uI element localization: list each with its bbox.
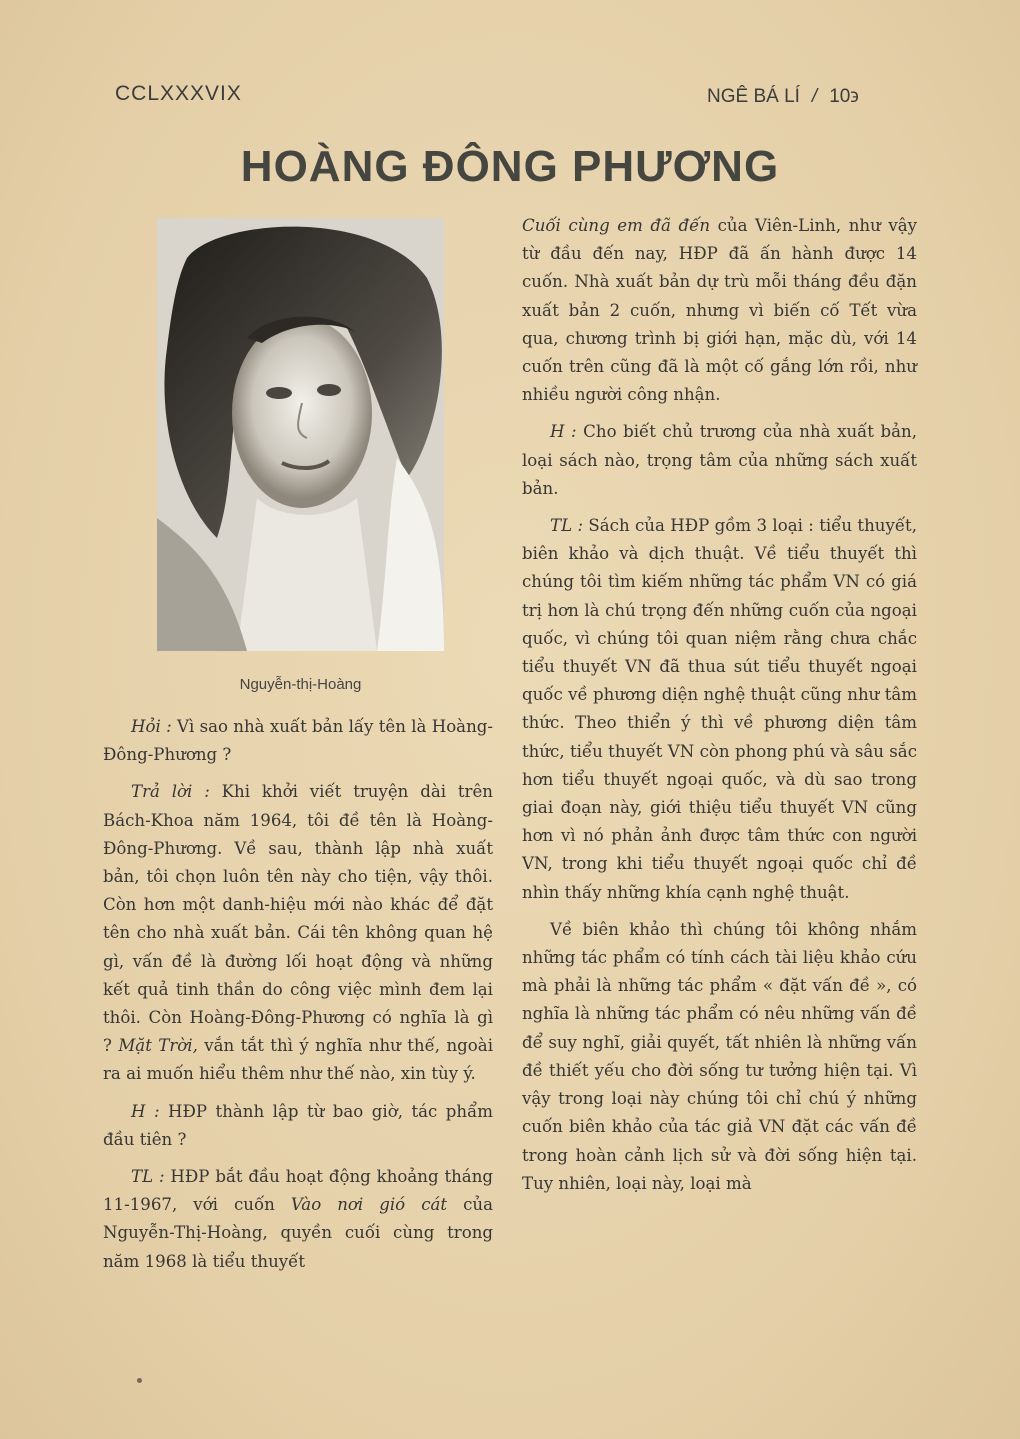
answer-text-end: của Nguyễn-Thị-Hoàng, quyền cuối cùng trong năm 1968 là tiểu thuyết: [103, 1195, 493, 1271]
paper-speck: [137, 1378, 142, 1383]
page-number: 10϶: [829, 86, 859, 107]
photo-caption: Nguyễn-thị-Hoàng: [239, 676, 362, 693]
book-title: Cuối cùng em đã đến: [522, 216, 711, 235]
answer-label: TL :: [131, 1167, 165, 1187]
answer-text: Sách của HĐP gồm 3 loại : tiểu thuyết, biên khảo và dịch thuật. Về tiểu thuyết thì chúng tôi tìm kiếm những tác phẩm VN có giá trị hơn là chú trọng đến những cuốn của ngoại quốc, vì chúng tôi quan niệm rằng chưa chắc tiểu thuyết VN đã thua sút tiểu thuyết ngoại quốc về phương diện nghệ thuật cũng như tâm thức. Theo thiển ý thì về phương diện tâm thức, tiểu thuyết VN còn phong phú và sâu sắc hơn tiểu thuyết ngoại quốc, và dù sao trong giai đoạn này, giới thiệu tiểu thuyết VN cũng hơn vì nó phản ảnh được tâm thức con người VN, trong khi tiểu thuyết ngoại quốc chỉ đề nhìn thấy những khía cạnh nghệ thuật.: [522, 516, 918, 902]
header-section-label: NGÊ BÁ LÍ: [707, 86, 800, 107]
page-header-right: [707, 86, 859, 108]
page-header-code: CCLXXXVIX: [115, 82, 242, 105]
question-label: H :: [131, 1101, 160, 1121]
answer-italic: Mặt Trời,: [118, 1036, 198, 1056]
question-label: H :: [550, 422, 577, 442]
question-1: [103, 713, 493, 769]
answer-3: [522, 512, 917, 907]
answer-label: TL :: [550, 516, 584, 536]
answer-label: Trả lời :: [131, 782, 210, 802]
question-text: HĐP thành lập từ bao giờ, tác phẩm đầu tiên ?: [103, 1101, 493, 1149]
portrait-illustration: [157, 218, 444, 651]
question-3: [522, 418, 917, 503]
portrait-photo: [157, 218, 444, 651]
answer-text: của Viên-Linh, như vậy từ đầu đến nay, HĐP đã ấn hành được 14 cuốn. Nhà xuất bản dự trù mỗi tháng đều đặn xuất bản 2 cuốn, nhưng vì biến cố Tết vừa qua, chương trình bị giới hạn, mặc dù, với 14 cuốn trên cũng đã là một cố gắng lớn rồi, như nhiều người công nhận.: [522, 216, 917, 405]
answer-2: [103, 1163, 493, 1276]
answer-3-continued: [522, 916, 917, 1198]
answer-text-end: vắn tắt thì ý nghĩa như thế, ngoài ra ai muốn hiểu thêm như thế nào, xin tùy ý.: [103, 1036, 493, 1084]
header-separator: /: [811, 86, 818, 107]
question-text: Vì sao nhà xuất bản lấy tên là Hoàng-Đông-Phương ?: [103, 717, 493, 765]
continued-answer: [522, 212, 917, 409]
answer-text: HĐP bắt đầu hoạt động khoảng tháng 11-1967, với cuốn: [103, 1167, 493, 1215]
question-label: Hỏi :: [131, 717, 172, 736]
left-column: [103, 713, 493, 1285]
right-column: [522, 212, 917, 1207]
answer-1: [103, 778, 493, 1088]
answer-text: Về biên khảo thì chúng tôi không nhắm những tác phẩm có tính cách tài liệu khảo cứu mà phải là những tác phẩm « đặt vấn đề », có nghĩa là những tác phẩm có nêu những vấn đề để suy nghĩ, giải quyết, tất nhiên là những vấn đề thiết yếu cho đời sống tư tưởng hiện tại. Vì vậy trong loại này chúng tôi chỉ chú ý những cuốn biên khảo của tác giả VN đặt các vấn đề trong hoàn cảnh lịch sử và đời sống hiện tại. Tuy nhiên, loại này, loại mà: [522, 919, 917, 1193]
question-2: [103, 1098, 493, 1154]
book-title: Vào nơi gió cát: [290, 1195, 448, 1215]
question-text: Cho biết chủ trương của nhà xuất bản, loại sách nào, trọng tâm của những sách xuất bản.: [522, 422, 917, 498]
answer-text: Khi khởi viết truyện dài trên Bách-Khoa năm 1964, tôi đề tên là Hoàng-Đông-Phương. Về sau, thành lập nhà xuất bản, tôi chọn luôn tên này cho tiện, vậy thôi. Còn hơn một danh-hiệu mới nào khác để đặt tên cho nhà xuất bản. Cái tên không quan hệ gì, vấn đề là đường lối hoạt động và những kết quả tinh thần do công việc mình đem lại thôi. Còn Hoàng-Đông-Phương có nghĩa là gì ?: [103, 782, 493, 1056]
article-title: HOÀNG ĐÔNG PHƯƠNG: [240, 142, 780, 191]
